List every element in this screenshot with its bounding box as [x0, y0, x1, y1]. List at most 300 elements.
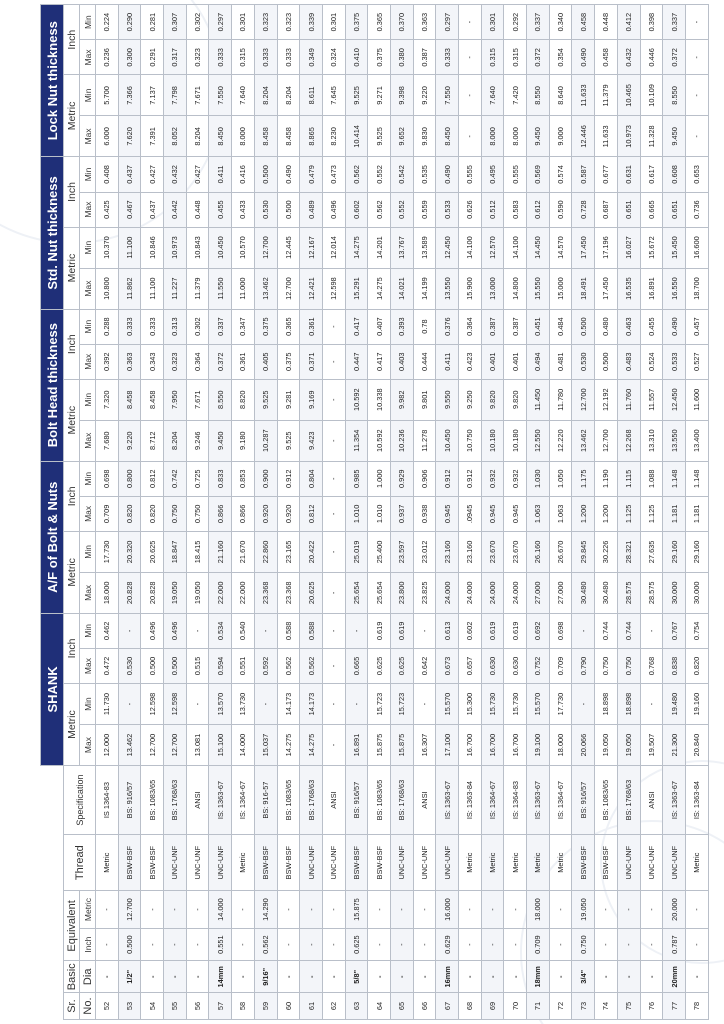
table-row: [663, 5, 686, 1020]
table-cell: 9.525: [254, 379, 277, 420]
table-cell: 17.196: [595, 227, 618, 268]
table-cell: 0.447: [345, 344, 368, 379]
table-cell: 67: [436, 993, 459, 1020]
table-cell: 0.315: [504, 40, 527, 75]
table-cell: 10.370: [96, 227, 119, 268]
table-cell: 73: [572, 993, 595, 1020]
table-cell: BSW-BSF: [141, 835, 164, 891]
table-cell: -: [640, 613, 663, 648]
table-cell: 0.912: [436, 461, 459, 496]
table-cell: 0.361: [232, 344, 255, 379]
table-cell: 0.515: [186, 648, 209, 683]
table-cell: 0.401: [481, 344, 504, 379]
table-cell: -: [504, 928, 527, 961]
table-cell: Metric: [549, 835, 572, 891]
table-cell: 1.050: [549, 461, 572, 496]
group-std-nut: Std. Nut thickness: [41, 157, 64, 309]
table-cell: 0.403: [390, 344, 413, 379]
table-cell: 0.912: [459, 461, 482, 496]
table-cell: -: [141, 961, 164, 993]
table-cell: 11.450: [527, 379, 550, 420]
table-cell: 10.450: [436, 420, 459, 461]
table-cell: 9/16": [254, 961, 277, 993]
table-cell: 10.180: [504, 420, 527, 461]
table-cell: UNC-UNF: [322, 835, 345, 891]
table-cell: 0.677: [595, 157, 618, 192]
table-cell: 13.462: [254, 268, 277, 309]
table-cell: 15.570: [527, 684, 550, 725]
table-cell: 19.050: [617, 725, 640, 766]
table-cell: 23.368: [254, 572, 277, 613]
table-cell: -: [164, 961, 187, 993]
table-cell: 8.550: [209, 379, 232, 420]
table-row: [277, 5, 300, 1020]
table-cell: 16.700: [481, 725, 504, 766]
table-cell: Metric: [685, 835, 708, 891]
table-cell: -: [322, 344, 345, 379]
table-cell: 12.446: [572, 116, 595, 157]
table-cell: 0.483: [617, 344, 640, 379]
table-cell: 10.465: [617, 75, 640, 116]
table-cell: BS: 916/57: [118, 766, 141, 835]
table-cell: 0.281: [141, 5, 164, 40]
table-cell: 0.853: [232, 461, 255, 496]
table-cell: 0.455: [209, 192, 232, 227]
table-cell: 11.633: [595, 116, 618, 157]
table-cell: 0.446: [640, 40, 663, 75]
table-cell: 8.458: [141, 379, 164, 420]
table-cell: -: [322, 961, 345, 993]
table-cell: 9.525: [345, 75, 368, 116]
table-cell: 52: [96, 993, 119, 1020]
table-cell: 0.920: [277, 496, 300, 531]
af-metric-header: Metric: [64, 531, 80, 613]
table-cell: UNC-UNF: [640, 835, 663, 891]
table-cell: 11.354: [345, 420, 368, 461]
table-cell: 13.550: [436, 268, 459, 309]
table-cell: -: [390, 891, 413, 928]
max-header: Max: [80, 344, 96, 379]
table-cell: -: [186, 961, 209, 993]
table-cell: 0.630: [481, 648, 504, 683]
table-cell: 0.490: [436, 157, 459, 192]
table-cell: 15.291: [345, 268, 368, 309]
table-cell: -: [322, 684, 345, 725]
table-cell: -: [322, 891, 345, 928]
min-header: Min: [80, 613, 96, 648]
table-cell: 0.333: [141, 309, 164, 344]
shank-metric-header: Metric: [64, 684, 80, 766]
table-cell: 66: [413, 993, 436, 1020]
table-cell: 30.480: [595, 572, 618, 613]
table-cell: 0.692: [527, 613, 550, 648]
table-cell: -: [141, 928, 164, 961]
table-cell: 1.063: [549, 496, 572, 531]
table-cell: 9.271: [368, 75, 391, 116]
table-cell: 54: [141, 993, 164, 1020]
table-cell: 0.375: [254, 309, 277, 344]
table-cell: 7.640: [232, 75, 255, 116]
table-cell: -: [368, 928, 391, 961]
table-cell: 0.985: [345, 461, 368, 496]
table-cell: 0.587: [572, 157, 595, 192]
table-cell: 23.160: [459, 531, 482, 572]
table-cell: 15.723: [368, 684, 391, 725]
table-cell: -: [595, 891, 618, 928]
table-cell: 12.570: [481, 227, 504, 268]
table-cell: -: [118, 684, 141, 725]
table-cell: 7.366: [118, 75, 141, 116]
table-cell: 30.480: [572, 572, 595, 613]
table-cell: -: [186, 684, 209, 725]
table-cell: 0.457: [685, 309, 708, 344]
table-cell: -: [186, 613, 209, 648]
table-cell: 0.300: [118, 40, 141, 75]
header-spacer: [41, 766, 64, 1020]
table-cell: BS: 1768/63: [300, 766, 323, 835]
table-cell: 0.333: [254, 40, 277, 75]
table-cell: 0.665: [640, 192, 663, 227]
table-cell: 11.862: [118, 268, 141, 309]
table-cell: 59: [254, 993, 277, 1020]
table-cell: -: [254, 684, 277, 725]
equivalent-header: Equivalent: [64, 891, 80, 961]
table-cell: 27.635: [640, 531, 663, 572]
table-cell: 0.290: [118, 5, 141, 40]
table-cell: 0.364: [459, 309, 482, 344]
basic-header: Basic: [64, 961, 80, 993]
table-cell: Metric: [232, 835, 255, 891]
table-cell: 28.575: [640, 572, 663, 613]
table-cell: 17.450: [572, 227, 595, 268]
table-cell: 0.619: [481, 613, 504, 648]
table-cell: -: [685, 961, 708, 993]
table-cell: 8.000: [504, 116, 527, 157]
table-cell: 0.651: [663, 192, 686, 227]
table-cell: 18.000: [96, 572, 119, 613]
table-cell: -: [595, 928, 618, 961]
table-cell: 0.323: [186, 40, 209, 75]
table-cell: 0.626: [459, 192, 482, 227]
table-cell: 0.224: [96, 5, 119, 40]
table-cell: 0.301: [322, 5, 345, 40]
table-cell: -: [345, 613, 368, 648]
table-cell: 0.393: [390, 309, 413, 344]
table-cell: 0.500: [572, 309, 595, 344]
table-cell: 0.455: [640, 309, 663, 344]
table-cell: 9.820: [504, 379, 527, 420]
table-cell: 0.742: [164, 461, 187, 496]
table-cell: IS: 1363-84: [685, 766, 708, 835]
table-cell: 0.945: [436, 496, 459, 531]
table-cell: 0.392: [96, 344, 119, 379]
table-cell: -: [322, 648, 345, 683]
table-cell: 9.000: [549, 116, 572, 157]
table-cell: 0.929: [390, 461, 413, 496]
table-cell: 29.160: [663, 531, 686, 572]
table-cell: -: [232, 928, 255, 961]
table-cell: -: [640, 961, 663, 993]
table-cell: 18.898: [595, 684, 618, 725]
table-cell: 12.220: [549, 420, 572, 461]
table-cell: 0.387: [504, 309, 527, 344]
table-cell: -: [413, 684, 436, 725]
table-cell: BSW-BSF: [572, 835, 595, 891]
table-cell: 1.125: [640, 496, 663, 531]
table-cell: 0.500: [118, 928, 141, 961]
table-cell: 64: [368, 993, 391, 1020]
table-cell: 9.246: [186, 420, 209, 461]
table-cell: 25.019: [345, 531, 368, 572]
table-row: [459, 5, 482, 1020]
table-cell: -: [368, 961, 391, 993]
table-cell: 14.275: [345, 227, 368, 268]
table-cell: -: [277, 928, 300, 961]
table-cell: 11.328: [640, 116, 663, 157]
table-cell: 0.417: [368, 344, 391, 379]
table-cell: 0.768: [640, 648, 663, 683]
table-cell: 19.160: [685, 684, 708, 725]
table-cell: 12.450: [663, 379, 686, 420]
table-cell: 58: [232, 993, 255, 1020]
table-cell: 14.199: [413, 268, 436, 309]
table-cell: .0945: [459, 496, 482, 531]
table-cell: 13.400: [685, 420, 708, 461]
table-cell: 14.100: [504, 227, 527, 268]
table-cell: 0.838: [663, 648, 686, 683]
table-cell: 53: [118, 993, 141, 1020]
table-cell: 0.736: [685, 192, 708, 227]
table-cell: IS: 1363-67: [436, 766, 459, 835]
table-cell: 0.78: [413, 309, 436, 344]
table-cell: UNC-UNF: [186, 835, 209, 891]
table-cell: 0.339: [300, 5, 323, 40]
table-cell: 0.423: [459, 344, 482, 379]
min-header: Min: [80, 309, 96, 344]
table-cell: -: [595, 961, 618, 993]
table-cell: 0.512: [481, 192, 504, 227]
table-row: [368, 5, 391, 1020]
table-cell: 0.380: [390, 40, 413, 75]
table-cell: 0.371: [300, 344, 323, 379]
table-row: [595, 5, 618, 1020]
table-cell: 0.754: [685, 613, 708, 648]
table-cell: -: [164, 928, 187, 961]
table-cell: -: [685, 75, 708, 116]
table-row: [685, 5, 708, 1020]
table-cell: 19.050: [595, 725, 618, 766]
table-cell: 0.364: [186, 344, 209, 379]
table-cell: 0.657: [459, 648, 482, 683]
table-cell: 0.337: [527, 5, 550, 40]
table-row: [118, 5, 141, 1020]
table-cell: 0.442: [164, 192, 187, 227]
table-cell: UNC-UNF: [413, 835, 436, 891]
table-cell: 0.804: [300, 461, 323, 496]
table-cell: -: [459, 5, 482, 40]
table-cell: 0.365: [277, 309, 300, 344]
table-cell: 0.337: [209, 309, 232, 344]
table-cell: 11.730: [96, 684, 119, 725]
table-cell: 0.363: [413, 5, 436, 40]
table-cell: 0.495: [481, 157, 504, 192]
table-cell: 12.700: [572, 379, 595, 420]
table-cell: UNC-UNF: [663, 835, 686, 891]
table-cell: -: [413, 928, 436, 961]
table-cell: 8.052: [164, 116, 187, 157]
table-cell: 0.340: [549, 5, 572, 40]
table-cell: 29.845: [572, 531, 595, 572]
table-cell: 1.125: [617, 496, 640, 531]
table-cell: 0.530: [572, 344, 595, 379]
table-cell: 11.100: [141, 268, 164, 309]
table-cell: 60: [277, 993, 300, 1020]
table-cell: 0.412: [617, 5, 640, 40]
table-cell: 12.598: [322, 268, 345, 309]
table-cell: 10.570: [232, 227, 255, 268]
table-cell: 0.631: [617, 157, 640, 192]
table-cell: 9.450: [527, 116, 550, 157]
table-cell: 0.500: [277, 192, 300, 227]
table-cell: 14.173: [300, 684, 323, 725]
table-cell: 0.376: [436, 309, 459, 344]
table-cell: 12.598: [164, 684, 187, 725]
table-cell: 17.730: [96, 531, 119, 572]
table-cell: 0.820: [685, 648, 708, 683]
table-cell: 19.050: [164, 572, 187, 613]
table-cell: 0.489: [300, 192, 323, 227]
table-cell: 0.363: [118, 344, 141, 379]
table-cell: 0.361: [300, 309, 323, 344]
table-cell: 7.391: [141, 116, 164, 157]
table-cell: 0.534: [209, 613, 232, 648]
table-cell: 11.227: [164, 268, 187, 309]
table-cell: 0.535: [413, 157, 436, 192]
table-cell: -: [549, 891, 572, 928]
table-cell: 24.000: [459, 572, 482, 613]
table-cell: 24.000: [481, 572, 504, 613]
table-cell: 56: [186, 993, 209, 1020]
table-cell: 16.891: [640, 268, 663, 309]
table-cell: 11.633: [572, 75, 595, 116]
table-cell: 0.569: [527, 157, 550, 192]
table-cell: 27.000: [549, 572, 572, 613]
table-cell: 16.307: [413, 725, 436, 766]
table-cell: UNC-UNF: [209, 835, 232, 891]
table-cell: 0.552: [368, 157, 391, 192]
table-cell: 1.148: [663, 461, 686, 496]
table-cell: 0.405: [254, 344, 277, 379]
table-cell: -: [254, 613, 277, 648]
equiv-metric-header: Metric: [80, 891, 96, 928]
table-cell: 19.100: [527, 725, 550, 766]
table-cell: 15.730: [504, 684, 527, 725]
table-cell: 3/4": [572, 961, 595, 993]
no-header: No.: [80, 993, 96, 1020]
group-header-row: [41, 5, 64, 1020]
table-cell: 16.891: [345, 725, 368, 766]
bolt-head-metric-header: Metric: [64, 379, 80, 461]
lock-nut-inch-header: Inch: [64, 5, 80, 75]
table-cell: 0.820: [118, 496, 141, 531]
af-inch-header: Inch: [64, 461, 80, 531]
table-cell: -: [413, 613, 436, 648]
table-cell: 0.530: [118, 648, 141, 683]
group-af: A/F of Bolt & Nuts: [41, 461, 64, 613]
table-cell: 0.236: [96, 40, 119, 75]
table-cell: 0.323: [277, 5, 300, 40]
table-cell: 0.427: [141, 157, 164, 192]
shank-inch-header: Inch: [64, 613, 80, 683]
table-cell: 0.401: [504, 344, 527, 379]
table-cell: 0.297: [436, 5, 459, 40]
table-cell: 1.181: [685, 496, 708, 531]
max-header: Max: [80, 116, 96, 157]
table-cell: 0.619: [504, 613, 527, 648]
table-cell: 11.600: [685, 379, 708, 420]
table-cell: 0.490: [663, 309, 686, 344]
table-cell: 18mm: [527, 961, 550, 993]
table-cell: 13.550: [663, 420, 686, 461]
table-cell: 0.630: [504, 648, 527, 683]
table-cell: -: [481, 891, 504, 928]
table-cell: 0.472: [96, 648, 119, 683]
table-cell: -: [481, 961, 504, 993]
table-cell: 1.200: [572, 496, 595, 531]
table-cell: 14mm: [209, 961, 232, 993]
table-cell: 0.938: [413, 496, 436, 531]
table-row: [141, 5, 164, 1020]
table-cell: 0.625: [345, 928, 368, 961]
table-cell: 0.444: [413, 344, 436, 379]
table-cell: 23.368: [277, 572, 300, 613]
table-cell: 0.292: [504, 5, 527, 40]
table-cell: 0.900: [254, 461, 277, 496]
table-cell: 10.800: [96, 268, 119, 309]
table-cell: 0.387: [413, 40, 436, 75]
table-cell: 0.752: [527, 648, 550, 683]
table-cell: 0.912: [277, 461, 300, 496]
table-cell: 11.278: [413, 420, 436, 461]
group-lock-nut: Lock Nut thickness: [41, 5, 64, 157]
table-cell: 0.372: [527, 40, 550, 75]
table-cell: 0.315: [481, 40, 504, 75]
table-row: [504, 5, 527, 1020]
table-cell: 16.000: [436, 891, 459, 928]
table-cell: 0.317: [164, 40, 187, 75]
table-cell: 10.592: [345, 379, 368, 420]
table-cell: 10.338: [368, 379, 391, 420]
table-cell: -: [345, 684, 368, 725]
table-cell: 20mm: [663, 961, 686, 993]
table-cell: 0.458: [595, 40, 618, 75]
table-cell: 0.619: [390, 613, 413, 648]
table-cell: IS: 1364-67: [549, 766, 572, 835]
table-cell: 9.169: [300, 379, 323, 420]
table-cell: 5/8": [345, 961, 368, 993]
table-cell: IS: 1364-67: [232, 766, 255, 835]
table-cell: 9.450: [663, 116, 686, 157]
table-cell: -: [459, 891, 482, 928]
table-cell: -: [640, 684, 663, 725]
table-cell: 9.820: [481, 379, 504, 420]
table-cell: 30.000: [685, 572, 708, 613]
table-cell: 15.672: [640, 227, 663, 268]
table-cell: Metric: [481, 835, 504, 891]
table-cell: 8.458: [118, 379, 141, 420]
table-cell: Metric: [527, 835, 550, 891]
table-cell: IS: 1363-67: [209, 766, 232, 835]
